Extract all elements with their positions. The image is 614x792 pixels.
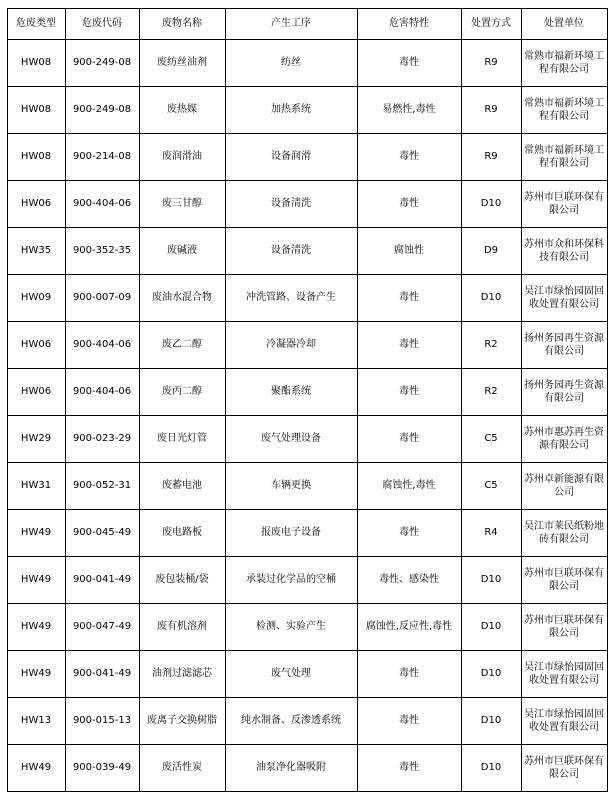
cell-process: 纺丝 bbox=[225, 40, 357, 87]
cell-waste-name: 废包装桶/袋 bbox=[139, 557, 225, 604]
cell-waste-name: 废日光灯管 bbox=[139, 416, 225, 463]
cell-process: 油泵净化器吸附 bbox=[225, 745, 357, 792]
cell-disposal-method: R9 bbox=[461, 87, 521, 134]
column-header-disposal-unit: 处置单位 bbox=[521, 9, 607, 40]
table-row bbox=[7, 463, 607, 510]
cell-disposal-unit: 吴江市绿怡园固回收处置有限公司 bbox=[521, 651, 607, 698]
cell-waste-type: HW13 bbox=[7, 698, 65, 745]
cell-hazard: 毒性 bbox=[357, 651, 461, 698]
cell-waste-code: 900-015-13 bbox=[65, 698, 139, 745]
table-row bbox=[7, 369, 607, 416]
cell-hazard: 毒性 bbox=[357, 40, 461, 87]
cell-waste-type: HW29 bbox=[7, 416, 65, 463]
table-body bbox=[7, 40, 607, 792]
cell-hazard: 腐蚀性,毒性 bbox=[357, 463, 461, 510]
cell-waste-name: 废丙二醇 bbox=[139, 369, 225, 416]
table-row bbox=[7, 181, 607, 228]
cell-disposal-unit: 苏州市巨联环保有限公司 bbox=[521, 557, 607, 604]
cell-waste-code: 900-047-49 bbox=[65, 604, 139, 651]
cell-waste-name: 废碱液 bbox=[139, 228, 225, 275]
cell-disposal-method: R9 bbox=[461, 134, 521, 181]
table-row bbox=[7, 651, 607, 698]
cell-disposal-method: C5 bbox=[461, 416, 521, 463]
cell-disposal-unit: 苏州市巨联环保有限公司 bbox=[521, 745, 607, 792]
column-header-waste-name: 废物名称 bbox=[139, 9, 225, 40]
cell-waste-name: 废热媒 bbox=[139, 87, 225, 134]
column-header-waste-code: 危废代码 bbox=[65, 9, 139, 40]
cell-disposal-unit: 常熟市福新环境工程有限公司 bbox=[521, 87, 607, 134]
cell-waste-type: HW49 bbox=[7, 745, 65, 792]
cell-disposal-unit: 苏州市巨联环保有限公司 bbox=[521, 181, 607, 228]
cell-disposal-method: D9 bbox=[461, 228, 521, 275]
cell-hazard: 毒性 bbox=[357, 322, 461, 369]
hazardous-waste-table bbox=[7, 8, 608, 792]
column-header-disposal-method: 处置方式 bbox=[461, 9, 521, 40]
cell-waste-name: 废纺丝油剂 bbox=[139, 40, 225, 87]
cell-hazard: 毒性 bbox=[357, 275, 461, 322]
cell-waste-name: 废蓄电池 bbox=[139, 463, 225, 510]
cell-hazard: 易燃性,毒性 bbox=[357, 87, 461, 134]
cell-waste-name: 废油水混合物 bbox=[139, 275, 225, 322]
table-row bbox=[7, 604, 607, 651]
cell-disposal-method: R2 bbox=[461, 322, 521, 369]
cell-waste-code: 900-404-06 bbox=[65, 322, 139, 369]
cell-disposal-method: D10 bbox=[461, 181, 521, 228]
table-header-row bbox=[7, 9, 607, 40]
cell-waste-code: 900-404-06 bbox=[65, 369, 139, 416]
cell-disposal-unit: 扬州务园再生资源有限公司 bbox=[521, 369, 607, 416]
cell-waste-code: 900-352-35 bbox=[65, 228, 139, 275]
cell-disposal-method: R4 bbox=[461, 510, 521, 557]
table-row bbox=[7, 322, 607, 369]
cell-hazard: 毒性 bbox=[357, 416, 461, 463]
table-row bbox=[7, 510, 607, 557]
cell-disposal-method: R2 bbox=[461, 369, 521, 416]
cell-disposal-unit: 扬州务园再生资源有限公司 bbox=[521, 322, 607, 369]
cell-disposal-unit: 吴江市绿怡园固回收处置有限公司 bbox=[521, 698, 607, 745]
table-row bbox=[7, 134, 607, 181]
cell-hazard: 毒性 bbox=[357, 698, 461, 745]
cell-process: 加热系统 bbox=[225, 87, 357, 134]
cell-waste-name: 废离子交换树脂 bbox=[139, 698, 225, 745]
cell-process: 报废电子设备 bbox=[225, 510, 357, 557]
table-row bbox=[7, 416, 607, 463]
table-row bbox=[7, 745, 607, 792]
cell-process: 检测、实验产生 bbox=[225, 604, 357, 651]
cell-waste-name: 废电路板 bbox=[139, 510, 225, 557]
cell-waste-code: 900-214-08 bbox=[65, 134, 139, 181]
cell-waste-name: 油剂过滤滤芯 bbox=[139, 651, 225, 698]
cell-disposal-unit: 苏州市众和环保科技有限公司 bbox=[521, 228, 607, 275]
cell-process: 设备清洗 bbox=[225, 228, 357, 275]
cell-waste-type: HW08 bbox=[7, 134, 65, 181]
cell-disposal-unit: 吴江市绿怡园固回收处置有限公司 bbox=[521, 275, 607, 322]
cell-process: 废气处理 bbox=[225, 651, 357, 698]
cell-waste-code: 900-007-09 bbox=[65, 275, 139, 322]
cell-waste-name: 废润滑油 bbox=[139, 134, 225, 181]
cell-waste-type: HW31 bbox=[7, 463, 65, 510]
cell-waste-type: HW08 bbox=[7, 40, 65, 87]
cell-process: 设备润滑 bbox=[225, 134, 357, 181]
table-row bbox=[7, 228, 607, 275]
cell-waste-code: 900-052-31 bbox=[65, 463, 139, 510]
cell-hazard: 毒性 bbox=[357, 369, 461, 416]
table-row bbox=[7, 557, 607, 604]
cell-disposal-method: D10 bbox=[461, 745, 521, 792]
cell-waste-type: HW35 bbox=[7, 228, 65, 275]
cell-waste-name: 废乙二醇 bbox=[139, 322, 225, 369]
cell-process: 聚酯系统 bbox=[225, 369, 357, 416]
cell-disposal-method: C5 bbox=[461, 463, 521, 510]
cell-disposal-method: D10 bbox=[461, 651, 521, 698]
cell-hazard: 毒性 bbox=[357, 745, 461, 792]
cell-waste-type: HW49 bbox=[7, 557, 65, 604]
cell-waste-type: HW49 bbox=[7, 651, 65, 698]
column-header-hazard: 危害特性 bbox=[357, 9, 461, 40]
cell-hazard: 毒性 bbox=[357, 134, 461, 181]
cell-waste-name: 废活性炭 bbox=[139, 745, 225, 792]
cell-waste-code: 900-249-08 bbox=[65, 87, 139, 134]
cell-waste-code: 900-249-08 bbox=[65, 40, 139, 87]
cell-disposal-unit: 苏州市惠苏再生资源有限公司 bbox=[521, 416, 607, 463]
table-row bbox=[7, 40, 607, 87]
cell-disposal-method: D10 bbox=[461, 275, 521, 322]
cell-process: 承装过化学品的空桶 bbox=[225, 557, 357, 604]
cell-waste-code: 900-041-49 bbox=[65, 557, 139, 604]
cell-waste-code: 900-041-49 bbox=[65, 651, 139, 698]
cell-disposal-method: D10 bbox=[461, 557, 521, 604]
cell-disposal-unit: 吴江市莱民纸粉地砖有限公司 bbox=[521, 510, 607, 557]
cell-process: 车辆更换 bbox=[225, 463, 357, 510]
cell-waste-type: HW49 bbox=[7, 604, 65, 651]
cell-hazard: 毒性 bbox=[357, 181, 461, 228]
cell-hazard: 腐蚀性 bbox=[357, 228, 461, 275]
cell-waste-code: 900-045-49 bbox=[65, 510, 139, 557]
cell-waste-type: HW06 bbox=[7, 322, 65, 369]
cell-hazard: 毒性、感染性 bbox=[357, 557, 461, 604]
cell-waste-name: 废三甘醇 bbox=[139, 181, 225, 228]
table-row bbox=[7, 87, 607, 134]
table-row bbox=[7, 275, 607, 322]
cell-waste-type: HW49 bbox=[7, 510, 65, 557]
cell-process: 设备清洗 bbox=[225, 181, 357, 228]
cell-disposal-method: D10 bbox=[461, 698, 521, 745]
cell-waste-type: HW06 bbox=[7, 369, 65, 416]
cell-process: 纯水制备、反渗透系统 bbox=[225, 698, 357, 745]
cell-waste-type: HW06 bbox=[7, 181, 65, 228]
cell-waste-code: 900-039-49 bbox=[65, 745, 139, 792]
cell-disposal-unit: 常熟市福新环境工程有限公司 bbox=[521, 134, 607, 181]
cell-process: 废气处理设备 bbox=[225, 416, 357, 463]
cell-disposal-unit: 苏州卓新能源有限公司 bbox=[521, 463, 607, 510]
cell-disposal-method: D10 bbox=[461, 604, 521, 651]
table-row bbox=[7, 698, 607, 745]
cell-waste-name: 废有机溶剂 bbox=[139, 604, 225, 651]
cell-waste-type: HW09 bbox=[7, 275, 65, 322]
cell-process: 冷凝器冷却 bbox=[225, 322, 357, 369]
cell-waste-code: 900-023-29 bbox=[65, 416, 139, 463]
cell-disposal-unit: 常熟市福新环境工程有限公司 bbox=[521, 40, 607, 87]
cell-hazard: 毒性 bbox=[357, 510, 461, 557]
table-header bbox=[7, 9, 607, 40]
cell-disposal-unit: 苏州市巨联环保有限公司 bbox=[521, 604, 607, 651]
cell-process: 冲洗管路、设备产生 bbox=[225, 275, 357, 322]
cell-disposal-method: R9 bbox=[461, 40, 521, 87]
cell-waste-type: HW08 bbox=[7, 87, 65, 134]
cell-waste-code: 900-404-06 bbox=[65, 181, 139, 228]
column-header-waste-type: 危废类型 bbox=[7, 9, 65, 40]
column-header-process: 产生工序 bbox=[225, 9, 357, 40]
cell-hazard: 腐蚀性,反应性,毒性 bbox=[357, 604, 461, 651]
